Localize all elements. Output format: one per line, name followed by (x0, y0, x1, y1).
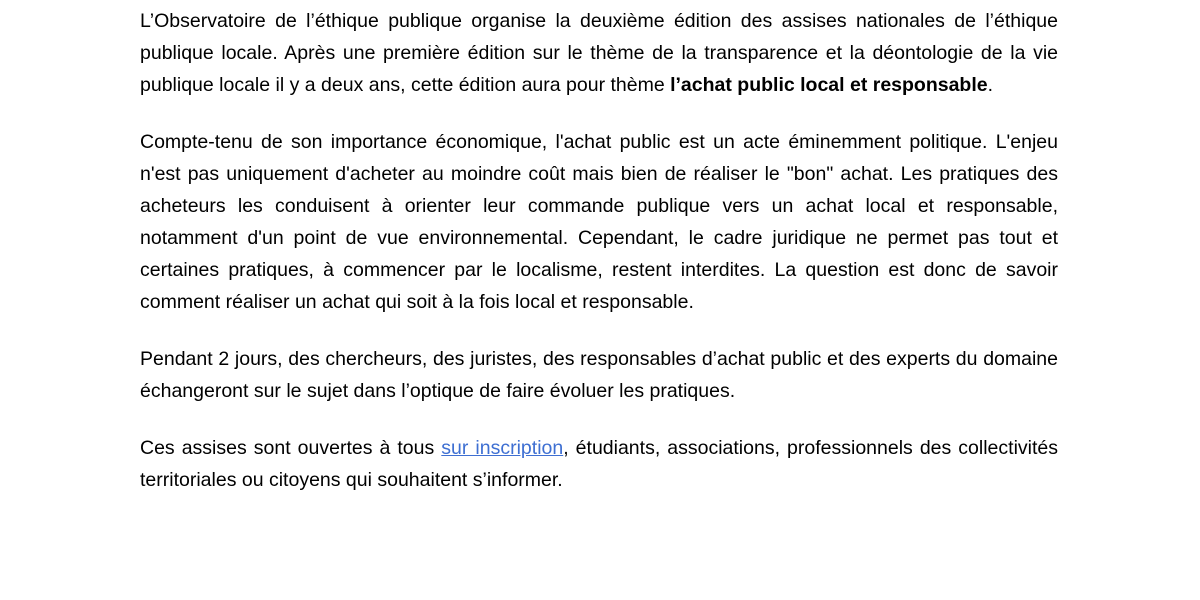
text-run: Compte-tenu de son importance économique, l'achat public est un acte éminemment politique. L'enjeu n'est pas uniquement d'acheter au moindre coût mais bien de réaliser le "bon" achat. Les pratiques des acheteurs les conduisent à orienter leur commande publique vers un achat local et responsable, notamment d'un point de vue environnemental. Cependant, le cadre juridique ne permet pas tout et certaines pratiques, à commencer par le localisme, restent interdites. La question est donc de savoir comment réaliser un achat qui soit à la fois local et responsable. (140, 131, 1058, 313)
document-text-body (140, 5, 1058, 496)
bold-text-run: l’achat public local et responsable (670, 74, 988, 96)
inscription-link[interactable]: sur inscription (441, 437, 564, 459)
paragraph (140, 5, 1058, 101)
text-run: Pendant 2 jours, des chercheurs, des juristes, des responsables d’achat public et des experts du domaine échangeront sur le sujet dans l’optique de faire évoluer les pratiques. (140, 348, 1058, 402)
text-run: L’Observatoire de l’éthique publique organise la deuxième édition des assises nationales de l’éthique publique locale. Après une première édition sur le thème de la transparence et la déontologie de la vie publique locale il y a deux ans, cette édition aura pour thème (140, 10, 1058, 96)
text-run: Ces assises sont ouvertes à tous (140, 437, 442, 459)
paragraph (140, 432, 1058, 496)
document-page (140, 5, 1058, 496)
paragraph (140, 343, 1058, 407)
text-run: , étudiants, associations, professionnels des collectivités territoriales ou citoyens qui souhaitent s’informer. (140, 437, 1059, 491)
text-run: . (987, 74, 994, 96)
paragraph (140, 126, 1058, 318)
